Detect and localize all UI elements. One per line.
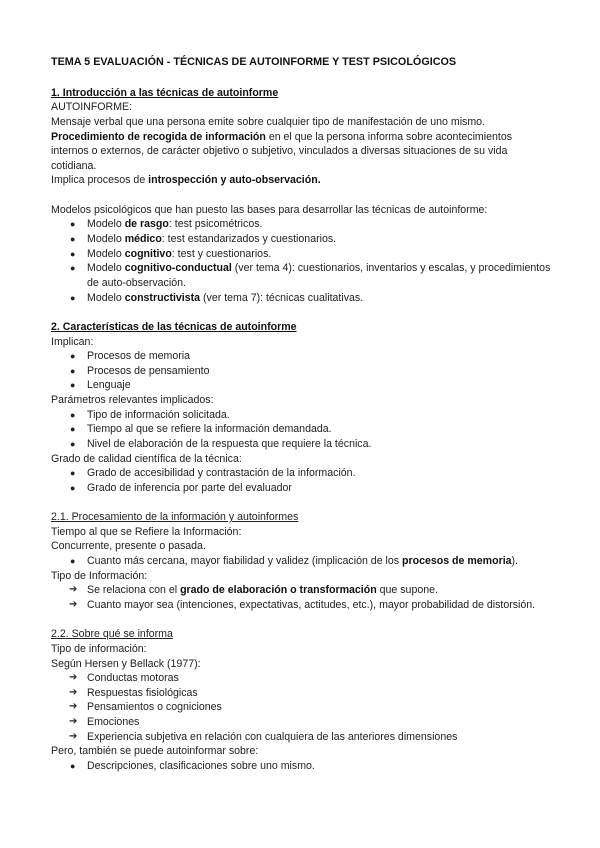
bold-text: grado de elaboración o transformación	[180, 584, 377, 597]
text-run: : test y cuestionarios.	[171, 247, 272, 260]
text-run: Procesos de pensamiento	[87, 364, 210, 377]
text-run: internos o externos, de carácter objetivo o subjetivo, vinculados a diversas situaciones de su vida	[51, 145, 508, 158]
paragraph-line	[51, 115, 561, 130]
text-run: 2. Características de las técnicas de autoinforme	[51, 320, 297, 333]
arrow-item	[51, 730, 561, 745]
text-run: Pensamientos o cogniciones	[87, 701, 222, 714]
blank-line	[51, 188, 561, 203]
arrow-item	[51, 583, 561, 598]
text-run: Implican:	[51, 335, 94, 348]
text-run: (ver tema 7): técnicas cualitativas.	[200, 291, 364, 304]
arrow-right-icon: ➔	[69, 584, 78, 596]
paragraph-line	[51, 130, 561, 145]
bullet-icon: ●	[70, 438, 76, 449]
paragraph-line	[51, 173, 561, 188]
text-run: Grado de accesibilidad y contrastación de la información.	[87, 467, 356, 480]
text-run: cotidiana.	[51, 159, 97, 172]
bullet-item	[51, 481, 561, 496]
blank-line	[51, 305, 561, 320]
document-page	[51, 55, 561, 774]
text-run: Pero, también se puede autoinformar sobre:	[51, 745, 259, 758]
bullet-item	[51, 408, 561, 423]
bullet-item	[51, 232, 561, 247]
text-run: Cuanto mayor sea (intenciones, expectativas, actitudes, etc.), mayor probabilidad de distorsión.	[87, 599, 536, 612]
bullet-icon: ●	[70, 234, 76, 245]
arrow-item	[51, 700, 561, 715]
bullet-item	[51, 759, 561, 774]
bold-text: cognitivo-conductual	[124, 262, 232, 275]
bullet-item	[51, 247, 561, 262]
text-run: Modelos psicológicos que han puesto las bases para desarrollar las técnicas de autoinforme:	[51, 203, 488, 216]
subsection-heading	[51, 510, 561, 525]
paragraph-line	[51, 642, 561, 657]
text-run: Grado de inferencia por parte del evaluador	[87, 481, 292, 494]
bullet-item	[51, 554, 561, 569]
bullet-icon: ●	[70, 351, 76, 362]
bold-text: de rasgo	[124, 218, 169, 231]
paragraph-line	[51, 159, 561, 174]
text-run: Tipo de Información:	[51, 569, 148, 582]
arrow-right-icon: ➔	[69, 599, 78, 611]
paragraph-line	[51, 569, 561, 584]
paragraph-line	[51, 203, 561, 218]
bullet-item	[51, 422, 561, 437]
text-run: Implica procesos de	[51, 174, 149, 187]
text-run: ).	[511, 555, 519, 568]
blank-line	[51, 613, 561, 628]
arrow-item	[51, 598, 561, 613]
arrow-right-icon: ➔	[69, 701, 78, 713]
bullet-icon: ●	[70, 263, 76, 274]
document-title	[51, 55, 561, 70]
bullet-icon: ●	[70, 556, 76, 567]
text-run: Mensaje verbal que una persona emite sobre cualquier tipo de manifestación de uno mismo.	[51, 115, 486, 128]
bold-text: médico	[124, 233, 162, 246]
bold-text: introspección y auto-observación.	[148, 174, 321, 187]
text-run: : test estandarizados y cuestionarios.	[161, 233, 337, 246]
bullet-item	[51, 349, 561, 364]
bold-text: procesos de memoria	[402, 555, 512, 568]
bullet-item	[51, 217, 561, 232]
text-run: que supone.	[376, 584, 438, 597]
text-run: AUTOINFORME:	[51, 101, 133, 114]
bullet-icon: ●	[70, 248, 76, 259]
text-run: Parámetros relevantes implicados:	[51, 394, 214, 407]
paragraph-line	[51, 452, 561, 467]
arrow-item	[51, 686, 561, 701]
bullet-icon: ●	[70, 409, 76, 420]
bullet-icon: ●	[70, 424, 76, 435]
paragraph-line	[51, 539, 561, 554]
text-run: (ver tema 4): cuestionarios, inventarios y escalas, y procedimientos de auto-observación.	[87, 262, 551, 289]
arrow-item	[51, 715, 561, 730]
section-heading	[51, 86, 561, 101]
text-run: : test psicométricos.	[168, 218, 263, 231]
bullet-item	[51, 364, 561, 379]
text-run: Modelo	[87, 291, 125, 304]
text-run: TEMA 5 EVALUACIÓN - TÉCNICAS DE AUTOINFORME Y TEST PSICOLÓGICOS	[51, 56, 457, 68]
paragraph-line	[51, 100, 561, 115]
text-run: Experiencia subjetiva en relación con cualquiera de las anteriores dimensiones	[87, 730, 458, 743]
blank-line	[51, 496, 561, 511]
text-run: Grado de calidad científica de la técnica:	[51, 452, 242, 465]
bullet-icon: ●	[70, 219, 76, 230]
bullet-item	[51, 291, 561, 306]
text-run: Modelo	[87, 262, 125, 275]
paragraph-line	[51, 744, 561, 759]
bullet-icon: ●	[70, 365, 76, 376]
text-run: Concurrente, presente o pasada.	[51, 540, 206, 553]
text-run: 2.1. Procesamiento de la información y autoinformes	[51, 511, 299, 524]
text-run: Tipo de información solicitada.	[87, 408, 230, 421]
paragraph-line	[51, 657, 561, 672]
text-run: Se relaciona con el	[87, 584, 181, 597]
text-run: Lenguaje	[87, 379, 131, 392]
arrow-item	[51, 671, 561, 686]
text-run: Tipo de información:	[51, 642, 147, 655]
text-run: Modelo	[87, 233, 125, 246]
text-run: Respuestas fisiológicas	[87, 686, 198, 699]
paragraph-line	[51, 393, 561, 408]
text-run: Tiempo al que se Refiere la Información:	[51, 525, 242, 538]
subsection-heading	[51, 627, 561, 642]
bullet-icon: ●	[70, 380, 76, 391]
arrow-right-icon: ➔	[69, 730, 78, 742]
paragraph-line	[51, 335, 561, 350]
arrow-right-icon: ➔	[69, 672, 78, 684]
bold-text: cognitivo	[124, 247, 172, 260]
section-heading	[51, 320, 561, 335]
text-run: en el que la persona informa sobre acontecimientos	[265, 130, 513, 143]
text-run: Descripciones, clasificaciones sobre uno mismo.	[87, 760, 315, 773]
text-run: Modelo	[87, 218, 125, 231]
bullet-icon: ●	[70, 761, 76, 772]
text-run: Conductas motoras	[87, 672, 179, 685]
arrow-right-icon: ➔	[69, 716, 78, 728]
paragraph-line	[51, 144, 561, 159]
bullet-item	[51, 261, 561, 290]
text-run: Cuanto más cercana, mayor fiabilidad y validez (implicación de los	[87, 555, 403, 568]
text-run: Nivel de elaboración de la respuesta que requiere la técnica.	[87, 437, 372, 450]
text-run: Modelo	[87, 247, 125, 260]
bold-text: constructivista	[124, 291, 201, 304]
bullet-item	[51, 378, 561, 393]
bullet-icon: ●	[70, 468, 76, 479]
paragraph-line	[51, 525, 561, 540]
bold-text: Procedimiento de recogida de información	[51, 130, 266, 143]
bullet-icon: ●	[70, 482, 76, 493]
bullet-item	[51, 466, 561, 481]
text-run: Procesos de memoria	[87, 350, 191, 363]
bullet-item	[51, 437, 561, 452]
text-run: Tiempo al que se refiere la información demandada.	[87, 423, 332, 436]
text-run: Emociones	[87, 716, 140, 729]
arrow-right-icon: ➔	[69, 686, 78, 698]
bullet-icon: ●	[70, 292, 76, 303]
text-run: 1. Introducción a las técnicas de autoinforme	[51, 86, 279, 99]
text-run: 2.2. Sobre qué se informa	[51, 628, 173, 641]
text-run: Según Hersen y Bellack (1977):	[51, 657, 201, 670]
